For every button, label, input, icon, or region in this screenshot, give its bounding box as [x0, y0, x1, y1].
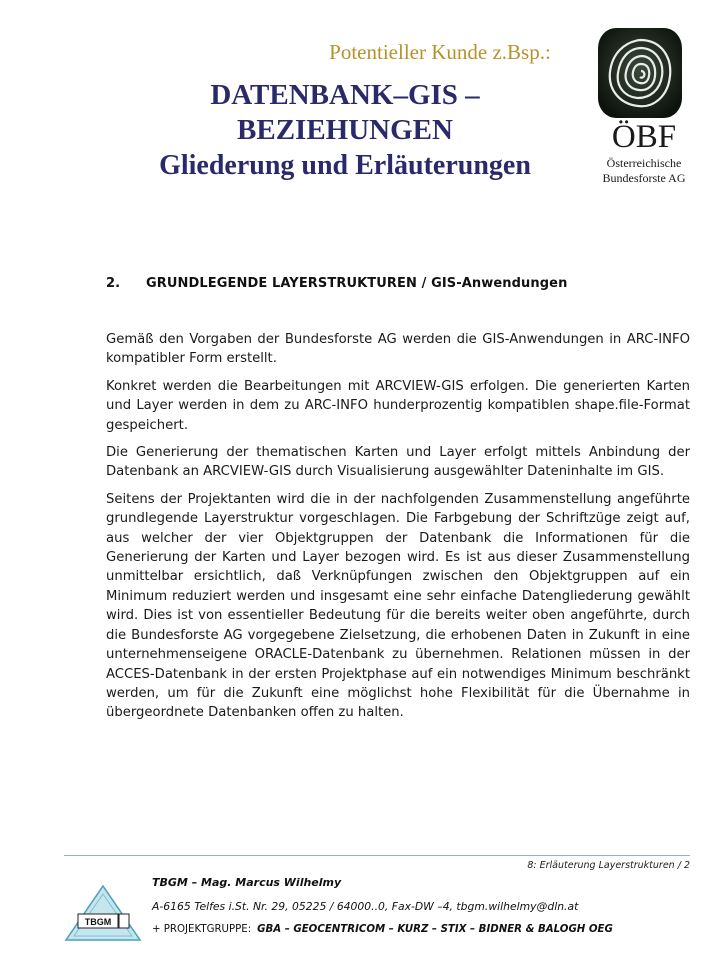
- section-heading: [106, 276, 626, 291]
- paragraph: Gemäß den Vorgaben der Bundesforste AG werden die GIS-Anwendungen in ARC-INFO kompatibler Form erstellt.: [106, 332, 690, 367]
- logo-abbreviation: ÖBF: [611, 119, 677, 155]
- tbgm-logo-text: TBGM: [84, 917, 112, 927]
- section-title: GRUNDLEGENDE LAYERSTRUKTUREN / GIS-Anwendungen: [146, 276, 568, 291]
- paragraph: Die Generierung der thematischen Karten und Layer erfolgt mittels Anbindung der Datenbank an ARCVIEW-GIS durch Visualisierung ausgewählter Dateninhalte im GIS.: [106, 445, 690, 480]
- footer-page-label: 8: Erläuterung Layerstrukturen / 2: [527, 860, 690, 871]
- paragraph: Konkret werden die Bearbeitungen mit ARCVIEW-GIS erfolgen. Die generierten Karten und Layer werden in dem zu ARC-INFO hunderprozentig kompatiblen shape.file-Format gespeichert.: [106, 378, 690, 433]
- footer-group-prefix: + PROJEKTGRUPPE:: [152, 924, 252, 935]
- title-line-3: Gliederung und Erläuterungen: [159, 150, 531, 181]
- body-text: [106, 330, 690, 731]
- footer-divider: [64, 855, 690, 856]
- title-line-2: BEZIEHUNGEN: [237, 114, 453, 146]
- logo-caption: [584, 118, 704, 186]
- document-title: [110, 78, 580, 183]
- section-number: 2.: [106, 276, 121, 291]
- logo-name-line-1: Österreichische: [606, 156, 682, 170]
- paragraph: Seitens der Projektanten wird die in der nachfolgenden Zusammenstellung angeführte grundlegende Layerstruktur vorgeschlagen. Die Farbgebung der Schriftzüge zeigt auf, aus welcher der vier Objektgruppen der Datenbank die Informationen für die Generierung der Karten und Layer bezogen wird. Es ist aus dieser Zusammenstellung unmittelbar ersichtlich, daß Verknüpfungen zwischen den Objektgruppen auf ein Minimum reduziert werden und insgesamt eine sehr einfache Datengliederung gewählt wird. Dies ist von essentieller Bedeutung für die bereits weiter oben angeführte, durch die Bundesforste AG vorgegebene Zielsetzung, die erhobenen Daten in Zukunft in eine unternehmenseigene ORACLE-Datenbank zu übernehmen. Relationen müssen in der ACCES-Datenbank in der ersten Projektphase auf ein notwendiges Minimum beschränkt werden, um für die Zukunft eine möglichst hohe Flexibilität für die Übernahme in übergeordnete Datenbanken offen zu halten.: [106, 491, 690, 721]
- logo-name-line-2: Bundesforste AG: [602, 171, 686, 185]
- header-subtitle: Potentieller Kunde z.Bsp.:: [329, 40, 551, 64]
- obf-logo-icon: [596, 26, 684, 120]
- title-line-1: DATENBANK–GIS –: [210, 79, 480, 111]
- footer-group-members: GBA – GEOCENTRICOM – KURZ – STIX – BIDNER & BALOGH OEG: [257, 924, 613, 935]
- footer-project-group: [152, 924, 692, 935]
- footer-address: A-6165 Telfes i.St. Nr. 29, 05225 / 64000..0, Fax-DW –4, tbgm.wilhelmy@dln.at: [152, 900, 579, 913]
- footer-company: TBGM – Mag. Marcus Wilhelmy: [152, 876, 342, 889]
- tbgm-logo-icon: [64, 884, 142, 942]
